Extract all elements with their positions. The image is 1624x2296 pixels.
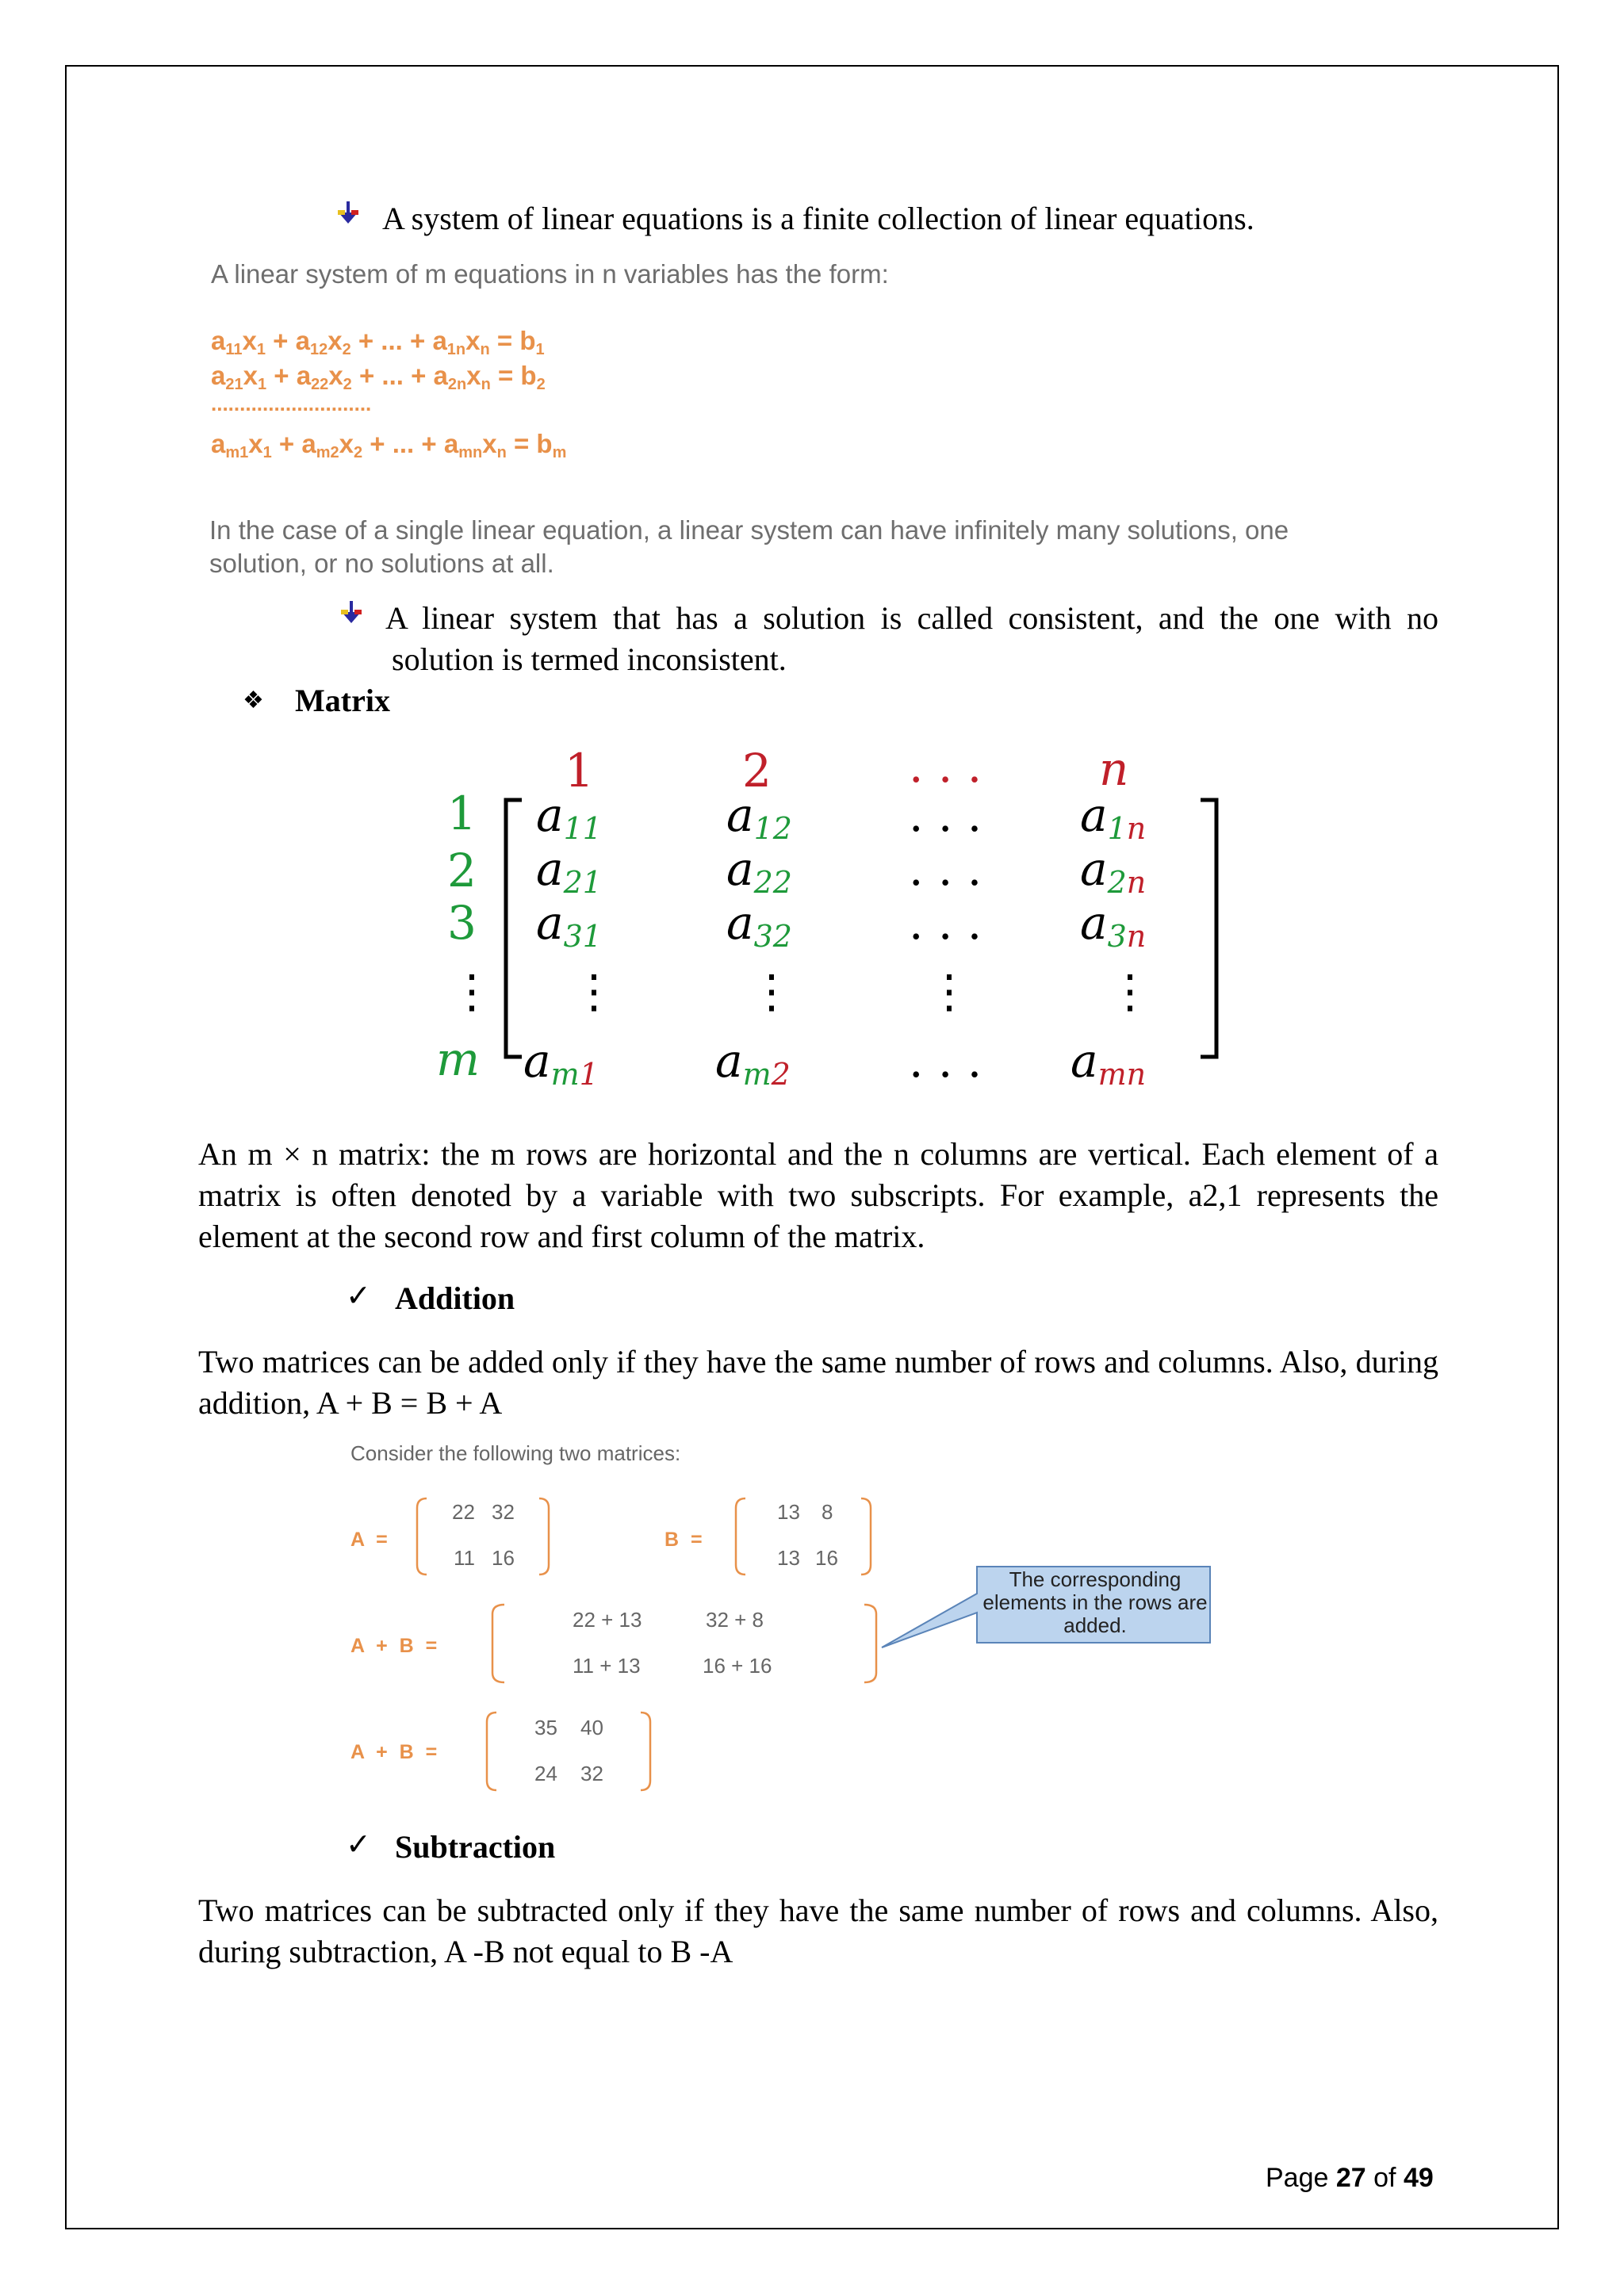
subtraction-text: Two matrices can be subtracted only if they have the same number of rows and columns. Also, during subtraction, A -B not equal to B -A <box>198 1892 1438 1969</box>
form-heading: A linear system of m equations in n variables has the form: <box>211 259 889 289</box>
matrix-a-cell: 11 <box>454 1546 475 1570</box>
matrix-cell: . . . <box>909 896 982 950</box>
matrix-cell: . . . <box>909 788 982 842</box>
matrix-a-cell: 32 <box>492 1500 515 1524</box>
equation-row-2: $a_{21}x_1 + a_{22}x_2$ + ... + $a_{2n}x_n = b_2$ <box>211 361 546 393</box>
matrix-cell: $a_{31}$ <box>536 896 602 954</box>
matrix-figure <box>428 739 1237 1110</box>
intro-bullet-text: A system of linear equations is a finite collection of linear equations. <box>382 201 1254 236</box>
result-cell: 35 <box>534 1716 557 1739</box>
sum-label: A + B = <box>350 1635 441 1657</box>
consistent-line-2: solution is termed inconsistent. <box>392 641 787 677</box>
matrix-cell: ⋮ <box>1107 964 1153 1018</box>
arrow-bullet-icon <box>336 201 360 227</box>
figure-caption: Consider the following two matrices: <box>350 1441 681 1465</box>
case-note: In the case of a single linear equation, a linear system can have infinitely many solutions, one solution, or no solutions at all. <box>209 515 1289 578</box>
checkmark-icon: ✓ <box>346 1280 371 1313</box>
addition-text: Two matrices can be added only if they have the same number of rows and columns. Also, during addition, A + B = B + A <box>198 1344 1438 1421</box>
matrix-b-label: B = <box>665 1529 706 1551</box>
addition-figure <box>349 1441 1300 1806</box>
matrix-cell: ⋮ <box>749 964 795 1018</box>
consistent-line-1: A linear system that has a solution is called consistent, and the one with no <box>385 600 1438 636</box>
matrix-cell: $a_{2n}$ <box>1080 842 1147 900</box>
paren-right <box>858 1497 874 1576</box>
matrix-cell: $a_{11}$ <box>536 788 602 846</box>
checkmark-icon: ✓ <box>346 1828 371 1862</box>
row-label: ⋮ <box>449 964 495 1018</box>
diamond-bullet-icon: ❖ <box>243 687 264 714</box>
sum-cell: 22 + 13 <box>573 1608 642 1632</box>
col-label: n <box>1099 742 1129 796</box>
matrix-cell: $a_{22}$ <box>726 842 792 900</box>
matrix-b-cell: 13 <box>777 1546 800 1570</box>
equation-row-1: $a_{11}x_1 + a_{12}x_2$ + ... + $a_{1n}x_n = b_1$ <box>211 326 545 358</box>
left-bracket <box>501 798 525 1059</box>
row-label: m <box>436 1032 480 1086</box>
matrix-a-cell: 22 <box>452 1500 475 1524</box>
col-label: 1 <box>565 744 594 798</box>
col-label: . . . <box>909 739 982 793</box>
result-cell: 24 <box>534 1762 557 1785</box>
paren-left <box>484 1711 500 1792</box>
equation-dots: ............................ <box>211 392 372 415</box>
col-label: 2 <box>742 744 772 798</box>
result-cell: 32 <box>580 1762 603 1785</box>
paren-right <box>861 1603 880 1684</box>
result-label: A + B = <box>350 1741 441 1763</box>
row-label: 1 <box>447 786 477 840</box>
result-cell: 40 <box>580 1716 603 1739</box>
matrix-a-label: A = <box>350 1529 391 1551</box>
matrix-cell: $a_{mn}$ <box>1071 1034 1147 1092</box>
matrix-cell: . . . <box>909 1034 982 1088</box>
row-label: 2 <box>447 844 477 897</box>
paren-left <box>488 1603 508 1684</box>
matrix-cell: $a_{21}$ <box>536 842 602 900</box>
matrix-b-cell: 16 <box>815 1546 838 1570</box>
paren-left <box>733 1497 749 1576</box>
matrix-cell: $a_{12}$ <box>726 788 792 846</box>
matrix-b-cell: 13 <box>777 1500 800 1524</box>
matrix-cell: ⋮ <box>571 964 617 1018</box>
paren-left <box>414 1497 430 1576</box>
matrix-cell: . . . <box>909 842 982 896</box>
matrix-a-cell: 16 <box>492 1546 515 1570</box>
sum-cell: 11 + 13 <box>573 1654 641 1678</box>
matrix-heading: Matrix <box>295 683 390 718</box>
paren-right <box>536 1497 552 1576</box>
callout-text: The corresponding elements in the rows are added. <box>982 1567 1208 1637</box>
equation-row-m: $a_{m1}x_1 + a_{m2}x_2$ + ... + $a_{mn}x_n = b_m$ <box>211 429 567 461</box>
row-label: 3 <box>447 896 477 950</box>
matrix-b-cell: 8 <box>822 1500 833 1524</box>
sum-cell: 16 + 16 <box>703 1654 772 1678</box>
matrix-cell: $a_{3n}$ <box>1080 896 1147 954</box>
matrix-cell: $a_{m1}$ <box>523 1034 599 1092</box>
matrix-cell: $a_{1n}$ <box>1080 788 1147 846</box>
matrix-cell: $a_{32}$ <box>726 896 792 954</box>
paren-right <box>638 1711 653 1792</box>
page-footer: Page 27 of 49 <box>1266 2163 1434 2193</box>
matrix-description: An m × n matrix: the m rows are horizontal and the n columns are vertical. Each element of a matrix is often denoted by a variable with two subscripts. For example, a2,1 represents the element at the second row and first column of the matrix. <box>198 1136 1438 1254</box>
arrow-bullet-icon <box>339 601 363 626</box>
subtraction-heading: Subtraction <box>395 1829 556 1865</box>
sum-cell: 32 + 8 <box>706 1608 764 1632</box>
matrix-cell: ⋮ <box>926 964 972 1018</box>
right-bracket <box>1197 798 1221 1059</box>
addition-heading: Addition <box>395 1280 515 1316</box>
matrix-cell: $a_{m2}$ <box>715 1034 791 1092</box>
